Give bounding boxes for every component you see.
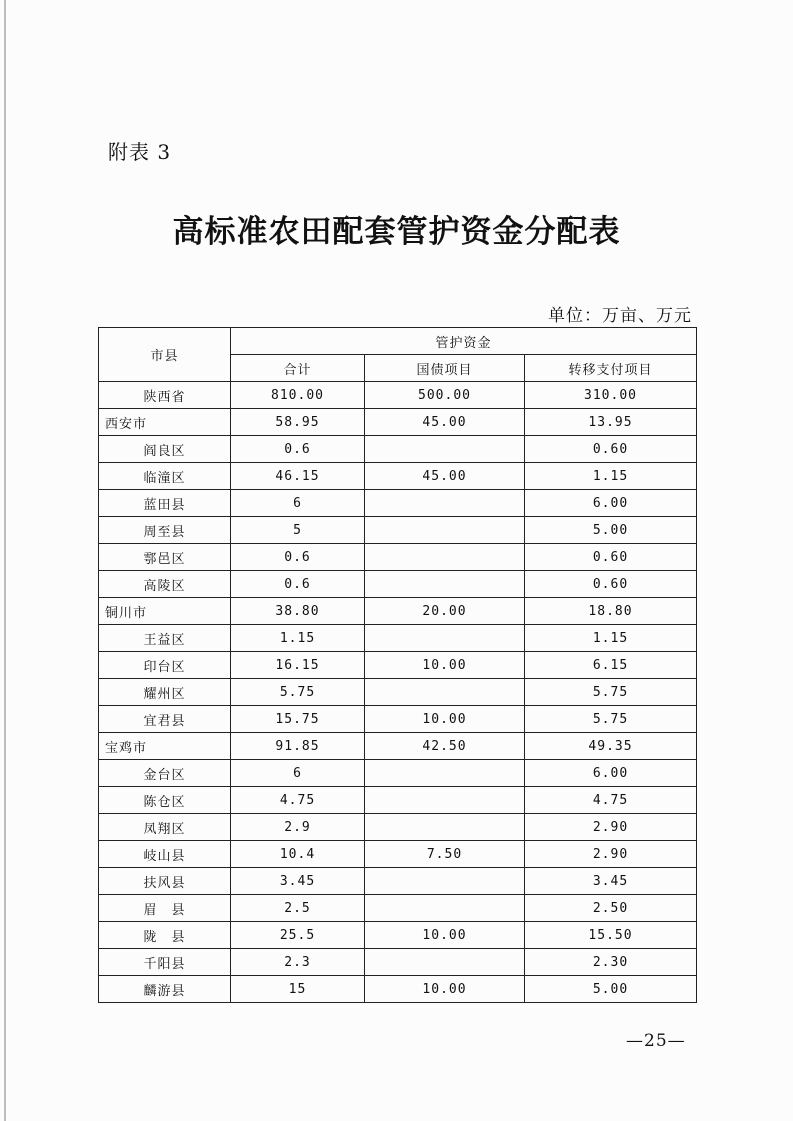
table-row xyxy=(99,868,697,895)
transfer-cell: 2.90 xyxy=(525,841,697,868)
total-cell: 58.95 xyxy=(231,409,365,436)
total-cell: 2.5 xyxy=(231,895,365,922)
allocation-table xyxy=(98,327,697,1003)
table-row xyxy=(99,625,697,652)
table-row xyxy=(99,922,697,949)
region-cell: 宝鸡市 xyxy=(99,733,231,760)
table-row xyxy=(99,544,697,571)
table-row xyxy=(99,706,697,733)
region-cell: 宜君县 xyxy=(99,706,231,733)
transfer-cell: 5.75 xyxy=(525,706,697,733)
total-cell: 25.5 xyxy=(231,922,365,949)
bond-cell xyxy=(365,787,525,814)
bond-cell xyxy=(365,517,525,544)
region-cell: 陈仓区 xyxy=(99,787,231,814)
region-cell: 阎良区 xyxy=(99,436,231,463)
table-body xyxy=(99,382,697,1003)
table-row xyxy=(99,598,697,625)
region-cell: 凤翔区 xyxy=(99,814,231,841)
transfer-cell: 1.15 xyxy=(525,463,697,490)
bond-cell xyxy=(365,895,525,922)
region-cell: 麟游县 xyxy=(99,976,231,1003)
total-cell: 38.80 xyxy=(231,598,365,625)
region-cell: 王益区 xyxy=(99,625,231,652)
total-cell: 5 xyxy=(231,517,365,544)
table-row xyxy=(99,517,697,544)
total-cell: 2.3 xyxy=(231,949,365,976)
region-cell: 陕西省 xyxy=(99,382,231,409)
transfer-cell: 13.95 xyxy=(525,409,697,436)
region-cell: 千阳县 xyxy=(99,949,231,976)
region-cell: 岐山县 xyxy=(99,841,231,868)
table-row xyxy=(99,679,697,706)
bond-cell: 10.00 xyxy=(365,652,525,679)
bond-cell: 10.00 xyxy=(365,706,525,733)
total-cell: 16.15 xyxy=(231,652,365,679)
bond-cell xyxy=(365,625,525,652)
page-number: —25— xyxy=(626,1031,686,1051)
table-row xyxy=(99,841,697,868)
total-cell: 3.45 xyxy=(231,868,365,895)
total-cell: 810.00 xyxy=(231,382,365,409)
table-row xyxy=(99,814,697,841)
total-cell: 5.75 xyxy=(231,679,365,706)
table-row xyxy=(99,382,697,409)
bond-cell xyxy=(365,814,525,841)
bond-cell: 45.00 xyxy=(365,463,525,490)
document-title: 高标准农田配套管护资金分配表 xyxy=(172,214,621,250)
header-transfer: 转移支付项目 xyxy=(525,355,697,382)
table-row xyxy=(99,895,697,922)
total-cell: 0.6 xyxy=(231,436,365,463)
bond-cell: 42.50 xyxy=(365,733,525,760)
bond-cell xyxy=(365,571,525,598)
total-cell: 0.6 xyxy=(231,544,365,571)
transfer-cell: 18.80 xyxy=(525,598,697,625)
header-group: 管护资金 xyxy=(231,328,697,355)
total-cell: 10.4 xyxy=(231,841,365,868)
transfer-cell: 6.15 xyxy=(525,652,697,679)
transfer-cell: 1.15 xyxy=(525,625,697,652)
bond-cell: 20.00 xyxy=(365,598,525,625)
transfer-cell: 49.35 xyxy=(525,733,697,760)
total-cell: 46.15 xyxy=(231,463,365,490)
total-cell: 6 xyxy=(231,490,365,517)
region-cell: 金台区 xyxy=(99,760,231,787)
total-cell: 4.75 xyxy=(231,787,365,814)
region-cell: 耀州区 xyxy=(99,679,231,706)
transfer-cell: 3.45 xyxy=(525,868,697,895)
table-row xyxy=(99,409,697,436)
bond-cell: 45.00 xyxy=(365,409,525,436)
region-cell: 蓝田县 xyxy=(99,490,231,517)
bond-cell xyxy=(365,544,525,571)
region-cell: 临潼区 xyxy=(99,463,231,490)
transfer-cell: 6.00 xyxy=(525,490,697,517)
bond-cell: 500.00 xyxy=(365,382,525,409)
table-row xyxy=(99,652,697,679)
region-cell: 铜川市 xyxy=(99,598,231,625)
transfer-cell: 5.00 xyxy=(525,517,697,544)
unit-label: 单位：万亩、万元 xyxy=(548,306,692,326)
bond-cell: 7.50 xyxy=(365,841,525,868)
total-cell: 1.15 xyxy=(231,625,365,652)
transfer-cell: 310.00 xyxy=(525,382,697,409)
region-cell: 高陵区 xyxy=(99,571,231,598)
table-row xyxy=(99,490,697,517)
bond-cell xyxy=(365,490,525,517)
transfer-cell: 0.60 xyxy=(525,544,697,571)
transfer-cell: 6.00 xyxy=(525,760,697,787)
table-row xyxy=(99,463,697,490)
transfer-cell: 5.00 xyxy=(525,976,697,1003)
region-cell: 陇 县 xyxy=(99,922,231,949)
bond-cell: 10.00 xyxy=(365,922,525,949)
region-cell: 周至县 xyxy=(99,517,231,544)
transfer-cell: 15.50 xyxy=(525,922,697,949)
bond-cell: 10.00 xyxy=(365,976,525,1003)
transfer-cell: 0.60 xyxy=(525,436,697,463)
table-row xyxy=(99,571,697,598)
appendix-label: 附表 3 xyxy=(108,140,172,164)
transfer-cell: 5.75 xyxy=(525,679,697,706)
region-cell: 眉 县 xyxy=(99,895,231,922)
bond-cell xyxy=(365,760,525,787)
total-cell: 2.9 xyxy=(231,814,365,841)
table-row xyxy=(99,976,697,1003)
header-total: 合计 xyxy=(231,355,365,382)
bond-cell xyxy=(365,679,525,706)
bond-cell xyxy=(365,949,525,976)
region-cell: 西安市 xyxy=(99,409,231,436)
transfer-cell: 2.50 xyxy=(525,895,697,922)
table-row xyxy=(99,436,697,463)
total-cell: 91.85 xyxy=(231,733,365,760)
transfer-cell: 4.75 xyxy=(525,787,697,814)
table-row xyxy=(99,733,697,760)
bond-cell xyxy=(365,868,525,895)
transfer-cell: 0.60 xyxy=(525,571,697,598)
transfer-cell: 2.30 xyxy=(525,949,697,976)
header-region: 市县 xyxy=(99,328,231,382)
total-cell: 0.6 xyxy=(231,571,365,598)
region-cell: 扶风县 xyxy=(99,868,231,895)
header-bond: 国债项目 xyxy=(365,355,525,382)
table-row xyxy=(99,787,697,814)
total-cell: 6 xyxy=(231,760,365,787)
page-scan-edge xyxy=(4,0,6,1121)
region-cell: 鄠邑区 xyxy=(99,544,231,571)
table-row xyxy=(99,760,697,787)
bond-cell xyxy=(365,436,525,463)
total-cell: 15 xyxy=(231,976,365,1003)
region-cell: 印台区 xyxy=(99,652,231,679)
transfer-cell: 2.90 xyxy=(525,814,697,841)
total-cell: 15.75 xyxy=(231,706,365,733)
table-row xyxy=(99,949,697,976)
